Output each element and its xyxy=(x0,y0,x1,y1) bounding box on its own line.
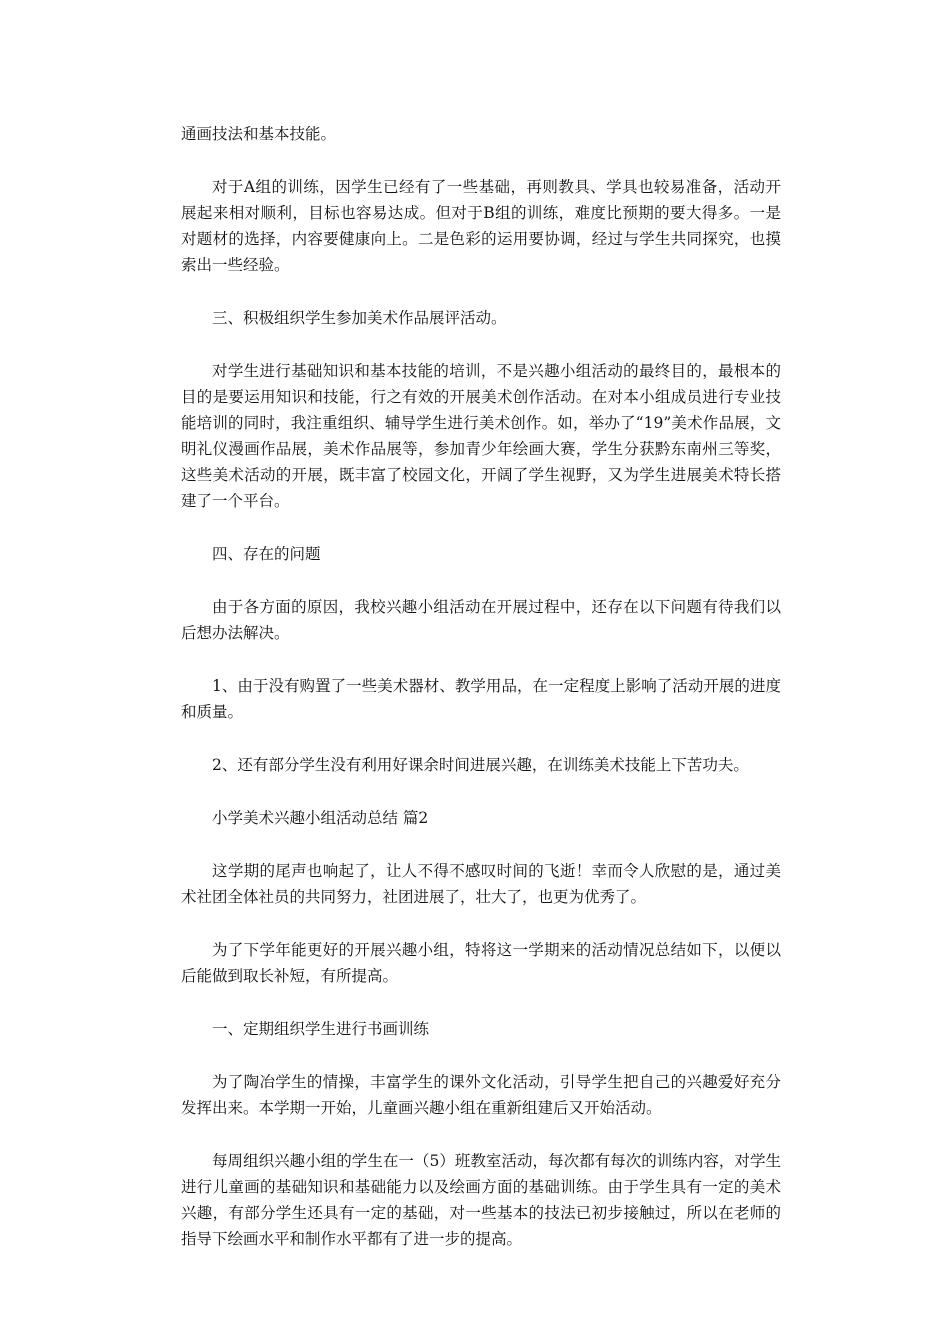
list-item-problem-1: 1、由于没有购置了一些美术器材、教学用品，在一定程度上影响了活动开展的进度和质量。 xyxy=(181,677,781,721)
paragraph-art-exhibition: 对学生进行基础知识和基本技能的培训，不是兴趣小组活动的最终目的，最根本的目的是要运用知识和技能，行之有效的开展美术创作活动。在对本小组成员进行专业技能培训的同时，我注重组织、辅导学生进行美术创作。如，举办了“19”美术作品展，文明礼仪漫画作品展，美术作品展等，参加青少年绘画大赛，学生分获黔东南州三等奖，这些美术活动的开展，既丰富了校园文化，开阔了学生视野，又为学生进展美术特长搭建了一个平台。 xyxy=(181,362,781,510)
section-heading-1: 一、定期组织学生进行书画训练 xyxy=(212,1020,430,1038)
list-item-problem-2: 2、还有部分学生没有利用好课余时间进展兴趣，在训练美术技能上下苦功夫。 xyxy=(212,756,749,774)
paragraph-continuation: 通画技法和基本技能。 xyxy=(181,125,337,143)
paragraph-cultivate: 为了陶冶学生的情操，丰富学生的课外文化活动，引导学生把自己的兴趣爱好充分发挥出来。本学期一开始，儿童画兴趣小组在重新组建后又开始活动。 xyxy=(181,1073,781,1117)
paragraph-semester-end: 这学期的尾声也响起了，让人不得不感叹时间的飞逝！幸而令人欣慰的是，通过美术社团全体社员的共同努力，社团进展了，壮大了，也更为优秀了。 xyxy=(181,862,781,906)
section-heading-4: 四、存在的问题 xyxy=(212,545,321,563)
section-heading-3: 三、积极组织学生参加美术作品展评活动。 xyxy=(212,309,507,327)
paragraph-problems-intro: 由于各方面的原因，我校兴趣小组活动在开展过程中，还存在以下问题有待我们以后想办法解决。 xyxy=(181,598,781,642)
document-body xyxy=(181,121,781,1279)
paragraph-weekly-activity: 每周组织兴趣小组的学生在一（5）班教室活动，每次都有每次的训练内容，对学生进行儿童画的基础知识和基础能力以及绘画方面的基础训练。由于学生具有一定的美术兴趣，有部分学生还具有一定的基础，对一些基本的技法已初步接触过，所以在老师的指导下绘画水平和制作水平都有了进一步的提高。 xyxy=(181,1152,781,1248)
paragraph-group-training: 对于A组的训练，因学生已经有了一些基础，再则教具、学具也较易准备，活动开展起来相对顺利，目标也容易达成。但对于B组的训练，难度比预期的要大得多。一是对题材的选择，内容要健康向上。二是色彩的运用要协调，经过与学生共同探究，也摸索出一些经验。 xyxy=(181,178,781,274)
paragraph-summary-intro: 为了下学年能更好的开展兴趣小组，特将这一学期来的活动情况总结如下，以便以后能做到取长补短，有所提高。 xyxy=(181,941,781,985)
article-title-part-2: 小学美术兴趣小组活动总结 篇2 xyxy=(212,809,429,827)
